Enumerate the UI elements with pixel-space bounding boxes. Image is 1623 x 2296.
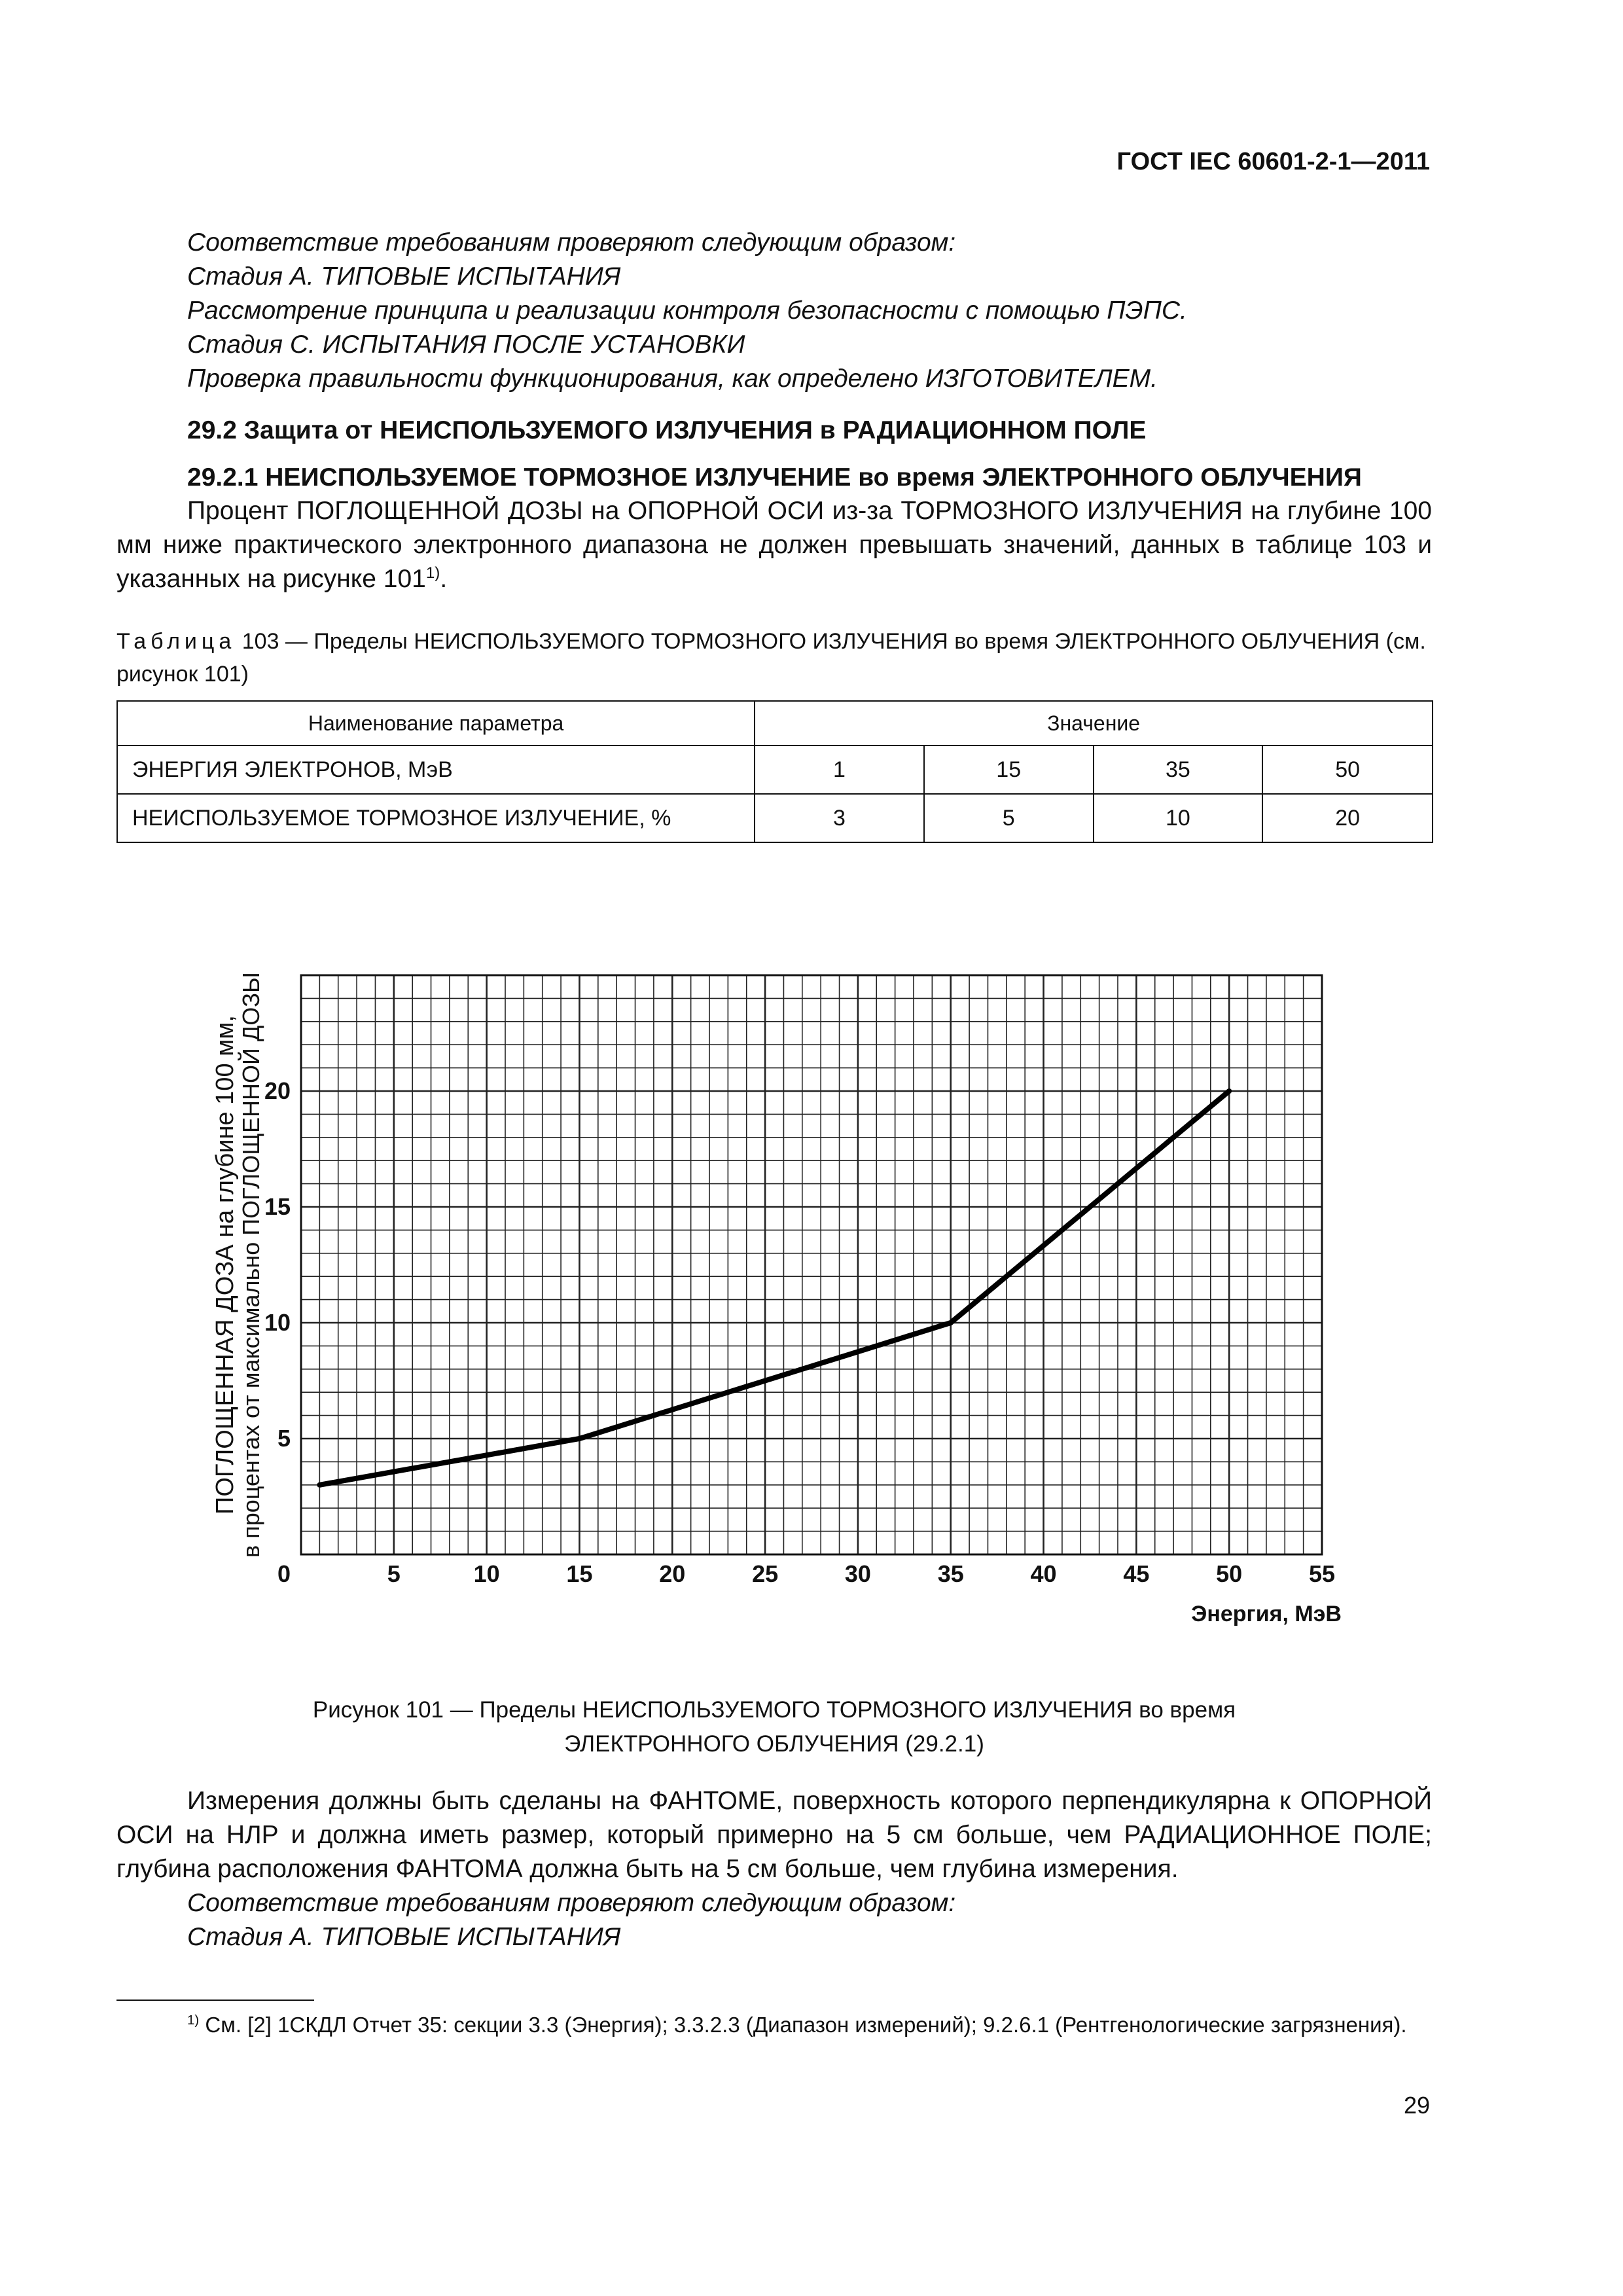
table-cell-param: НЕИСПОЛЬЗУЕМОЕ ТОРМОЗНОЕ ИЗЛУЧЕНИЕ, % <box>117 794 755 842</box>
table-cell-value: 35 <box>1094 745 1263 794</box>
footnote-mark: 1) <box>187 2013 200 2028</box>
table-cell-value: 3 <box>755 794 924 842</box>
stage-a-outro: Стадия А. ТИПОВЫЕ ИСПЫТАНИЯ <box>187 1923 621 1951</box>
table-cell-param: ЭНЕРГИЯ ЭЛЕКТРОНОВ, МэВ <box>117 745 755 794</box>
table-cell-value: 5 <box>924 794 1094 842</box>
section-paragraph-text: Процент ПОГЛОЩЕННОЙ ДОЗЫ на ОПОРНОЙ ОСИ из-за ТОРМОЗНОГО ИЗЛУЧЕНИЯ на глубине 100 мм ниже практического электронного диапазона не должен превышать значений, данных в таблице 103 и указанных на рисунке 101 <box>116 497 1432 593</box>
x-tick-label: 40 <box>1030 1560 1057 1587</box>
footnote <box>116 2009 1432 2041</box>
page-number: 29 <box>1403 2092 1430 2119</box>
series-line <box>319 1091 1229 1485</box>
footnote-text: См. [2] 1СКДЛ Отчет 35: секции 3.3 (Энергия); 3.3.2.3 (Диапазон измерений); 9.2.6.1 (Рентгенологические загрязнения). <box>199 2013 1407 2037</box>
x-tick-label: 30 <box>844 1560 871 1587</box>
table-cell-value: 10 <box>1094 794 1263 842</box>
table-caption-text: 103 — Пределы НЕИСПОЛЬЗУЕМОГО ТОРМОЗНОГО ИЗЛУЧЕНИЯ во время ЭЛЕКТРОННОГО ОБЛУЧЕНИЯ (см. рисунок 101) <box>116 629 1426 687</box>
section-heading-29-2: 29.2 Защита от НЕИСПОЛЬЗУЕМОГО ИЗЛУЧЕНИЯ в РАДИАЦИОННОМ ПОЛЕ <box>187 416 1147 444</box>
document-code: ГОСТ IEC 60601-2-1—2011 <box>1116 148 1430 175</box>
stage-c-title: Стадия С. ИСПЫТАНИЯ ПОСЛЕ УСТАНОВКИ <box>187 331 745 359</box>
x-tick-label: 10 <box>473 1560 500 1587</box>
data-point <box>317 1482 322 1488</box>
y-tick-label: 15 <box>264 1193 291 1220</box>
x-tick-label: 15 <box>566 1560 593 1587</box>
stage-a-text: Рассмотрение принципа и реализации контроля безопасности с помощью ПЭПС. <box>187 296 1187 325</box>
figure-caption-line1: Рисунок 101 — Пределы НЕИСПОЛЬЗУЕМОГО ТОРМОЗНОГО ИЗЛУЧЕНИЯ во время <box>312 1697 1236 1723</box>
x-tick-label: 45 <box>1123 1560 1150 1587</box>
y-tick-label: 20 <box>264 1077 291 1104</box>
phantom-paragraph: Измерения должны быть сделаны на ФАНТОМЕ, поверхность которого перпендикулярна к ОПОРНОЙ ОСИ на НЛР и должна иметь размер, который примерно на 5 см больше, чем РАДИАЦИОННОЕ ПОЛЕ; глубина расположения ФАНТОМА должна быть на 5 см больше, чем глубина измерения. <box>116 1787 1432 1883</box>
footnote-separator <box>116 2000 314 2001</box>
x-tick-label: 5 <box>387 1560 401 1587</box>
table-cell-value: 1 <box>755 745 924 794</box>
y-tick-label: 5 <box>277 1425 291 1452</box>
compliance-intro: Соответствие требованиям проверяют следующим образом: <box>187 228 956 257</box>
section-paragraph-end: . <box>440 565 448 593</box>
stage-a-title: Стадия А. ТИПОВЫЕ ИСПЫТАНИЯ <box>187 262 621 291</box>
table-cell-value: 20 <box>1262 794 1433 842</box>
compliance-outro: Соответствие требованиям проверяют следующим образом: <box>187 1889 956 1917</box>
x-axis-label: Энергия, МэВ <box>1191 1602 1342 1626</box>
data-point <box>577 1436 582 1441</box>
plot-frame <box>301 975 1322 1554</box>
y-axis-label-line1: ПОГЛОЩЕННАЯ ДОЗА на глубине 100 мм, <box>211 1015 239 1515</box>
x-tick-label: 20 <box>659 1560 686 1587</box>
x-tick-label: 35 <box>937 1560 964 1587</box>
figure-caption-line2: ЭЛЕКТРОННОГО ОБЛУЧЕНИЯ (29.2.1) <box>564 1731 984 1757</box>
table-caption-label: Таблица <box>116 629 236 654</box>
y-tick-label: 10 <box>264 1309 291 1336</box>
data-point <box>1226 1088 1232 1094</box>
x-tick-label: 0 <box>277 1560 291 1587</box>
data-point <box>948 1320 954 1325</box>
footnote-reference: 1) <box>425 564 440 582</box>
table-header-value: Значение <box>755 701 1433 745</box>
y-axis-label-line2: в процентах от максимально ПОГЛОЩЕННОЙ ДОЗЫ <box>238 972 264 1558</box>
table-cell-value: 50 <box>1262 745 1433 794</box>
x-tick-label: 25 <box>752 1560 779 1587</box>
table-cell-value: 15 <box>924 745 1094 794</box>
x-tick-label: 50 <box>1216 1560 1243 1587</box>
table-header-parameter: Наименование параметра <box>117 701 755 745</box>
section-heading-29-2-1: 29.2.1 НЕИСПОЛЬЗУЕМОЕ ТОРМОЗНОЕ ИЗЛУЧЕНИЕ во время ЭЛЕКТРОННОГО ОБЛУЧЕНИЯ <box>187 463 1362 492</box>
x-tick-label: 55 <box>1308 1560 1336 1587</box>
stage-c-text: Проверка правильности функционирования, как определено ИЗГОТОВИТЕЛЕМ. <box>187 365 1158 393</box>
